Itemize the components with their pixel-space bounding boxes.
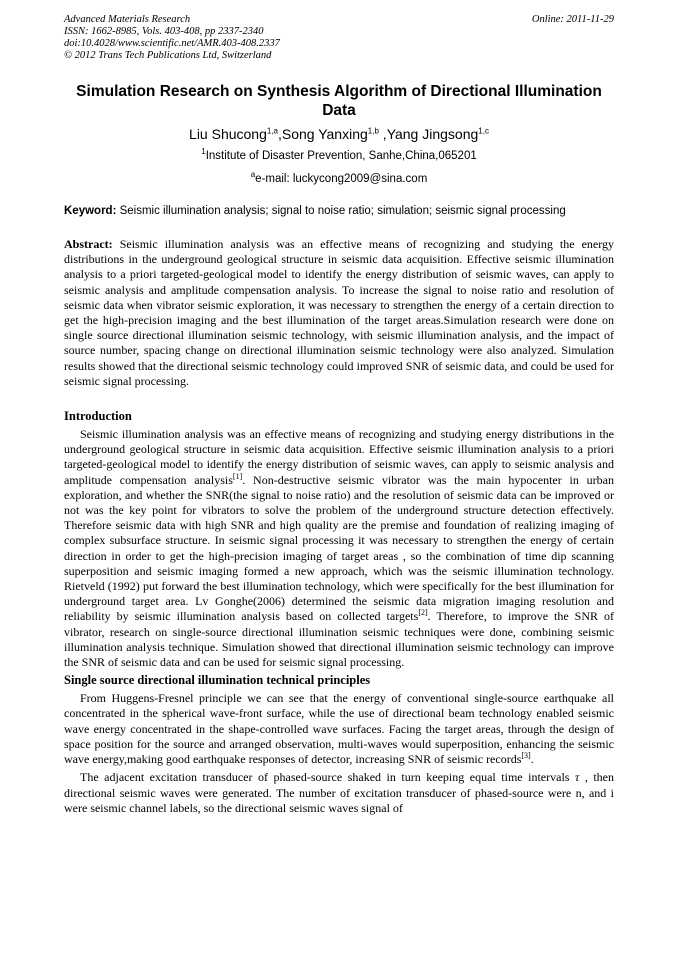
section-paragraph: [64, 770, 614, 816]
citation-ref: [2]: [418, 608, 428, 618]
author-name: Liu Shucong: [189, 126, 267, 142]
paragraph-text: , then directional seismic waves were generated. The number of excitation transducer of phased-source were n, and i were seismic channel labels, so the directional seismic waves signal of: [64, 770, 614, 815]
journal-header: [64, 14, 614, 62]
abstract-label: Abstract:: [64, 237, 113, 251]
abstract: [64, 237, 614, 389]
author-name: Song Yanxing: [281, 126, 368, 142]
paragraph-text: Seismic illumination analysis was an effective means of recognizing and studying energy distributions in the underground geological structure in seismic data acquisition. Effective seismic illumination analysis to a priori targeted-geological model to identify the energy distribution of seismic waves, can apply to seismic analysis and amplitude compensation analysis: [64, 427, 614, 487]
paragraph-text: .: [530, 752, 534, 767]
author-list: Liu Shucong$^{1,a}$,Song Yanxing$^{1,b}$ ,Yang Jingsong$^{1,c}$: [189, 126, 489, 142]
doi-line: doi:10.4028/www.scientific.net/AMR.403-408.2337: [64, 38, 280, 49]
author-affiliation-mark: 1,a: [266, 126, 278, 136]
section-heading: Single source directional illumination technical principles: [64, 673, 371, 688]
author-affiliation-mark: 1,b: [367, 126, 379, 136]
paragraph-text: . Non-destructive seismic vibrator was the main hypocenter in urban exploration, and whether the SNR(the signal to noise ratio) and the resolution of seismic data can be improved or not was the key point for vibrators to solve the problem of the underground structure detection effectively. Therefore seismic data with high SNR and high quality are the premise and foundation of realizing imaging of complex subsurface structure. In seismic signal processing it was necessary to strengthen the energy of certain direction in order to get the high-precision imaging of target areas , so the combination of time dip scanning superposition and seismic imaging formed a new approach, which was the seismic illumination technology. Rietveld (1992) put forward the best illumination technology, which were specifically for the best illumination for underground target area. Lv Gonghe(2006) determined the seismic data migration imaging resolution and reliability by seismic illumination analysis based on collected targets: [64, 472, 614, 624]
email-text: e-mail: luckycong2009@sina.com: [255, 173, 428, 185]
introduction-heading: Introduction: [64, 409, 132, 424]
abstract-text: Seismic illumination analysis was an effective means of recognizing and studying the energy distributions in the underground geological structure in seismic data acquisition. Effective seismic illumination analysis to a priori targeted-geological model to identify the energy distribution of seismic waves, can apply to seismic analysis and amplitude compensation analysis. To increase the signal to noise ratio and resolution of seismic data when vibrator seismic exploration, it was necessary to strengthen the energy of a certain direction to get the high-precision imaging and the best illumination of the target areas.Simulation research were done on single source directional illumination seismic technology, with seismic illumination analysis, and the impact of source number, spacing change on directional illumination seismic technology were also analyzed. Simulation results showed that the directional seismic technology could improved SNR of seismic data, and could be used for seismic signal processing.: [64, 237, 615, 388]
affiliation-mark: 1: [201, 147, 206, 157]
affiliation: [64, 149, 614, 163]
paper-page: [64, 14, 614, 816]
author-affiliation-mark: 1,c: [478, 126, 489, 136]
keyword-text: Seismic illumination analysis; signal to noise ratio; simulation; seismic signal processing: [119, 205, 566, 217]
paragraph-text: The adjacent excitation transducer of phased-source shaked in turn keeping equal time intervals: [80, 770, 570, 785]
tau-symbol: τ: [574, 770, 580, 785]
paragraph-text: . Therefore, to improve the SNR of vibrator, research on single-source directional illumination seismic techniques were done, combining seismic illumination analysis technique. Simulation showed that directional illumination seismic technology can improve the SNR of seismic data and can be used for seismic signal processing.: [64, 609, 614, 670]
keyword-label: Keyword:: [64, 205, 117, 217]
citation-ref: [3]: [521, 751, 531, 761]
affiliation-text: Institute of Disaster Prevention, Sanhe,China,065201: [205, 150, 477, 162]
journal-name: Advanced Materials Research: [64, 14, 191, 25]
citation-ref: [1]: [232, 471, 243, 481]
paragraph-text: From Huggens-Fresnel principle we can see that the energy of conventional single-source earthquake all concentrated in the spherical wave-front surface, while the use of directional beam technology enabled seismic wave energy concentrated in the shape-controlled wave surfaces. Facing the target areas, through the design of space position for the source and arranged observation, multi-waves would superposition, enhancing the seismic wave energy,making good earthquake responses of detector, increasing SNR of seismic records: [64, 691, 614, 767]
issn-line: ISSN: 1662-8985, Vols. 403-408, pp 2337-2340: [64, 26, 264, 37]
section-paragraph: [64, 691, 614, 767]
paper-title: Simulation Research on Synthesis Algorithm of Directional Illumination Data: [76, 83, 602, 119]
email-line: [64, 172, 614, 186]
keyword-line: [64, 204, 614, 218]
introduction-paragraph: [64, 427, 614, 670]
copyright-line: © 2012 Trans Tech Publications Ltd, Switzerland: [64, 50, 272, 61]
author-name: Yang Jingsong: [386, 126, 479, 142]
email-mark: a: [250, 170, 256, 180]
online-date: Online: 2011-11-29: [531, 14, 614, 25]
